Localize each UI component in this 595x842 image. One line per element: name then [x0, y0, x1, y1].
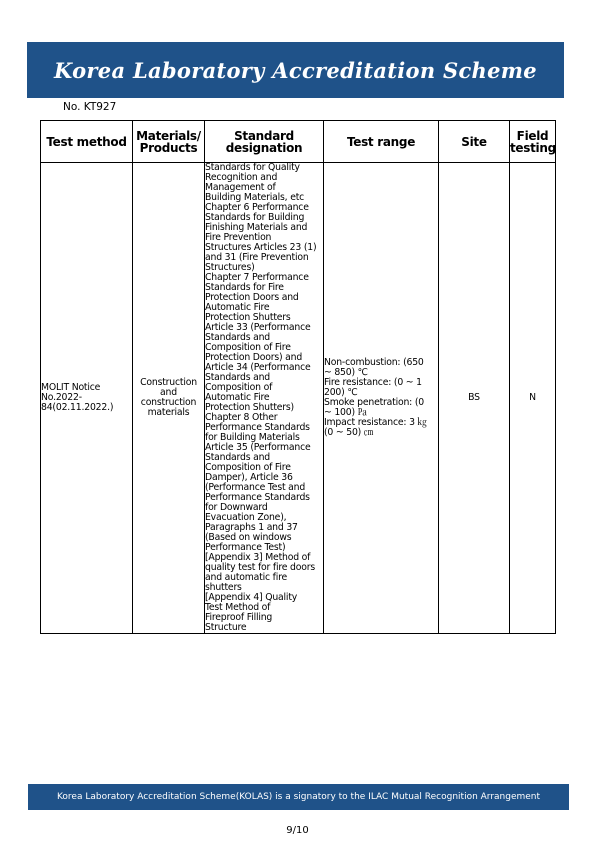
standard-line: and automatic fire	[205, 572, 288, 583]
standard-line: Structures)	[205, 262, 255, 273]
col-header-test-range: Test range	[324, 121, 439, 163]
standard-line: Standards for Quality	[205, 162, 300, 173]
col-header-standard: Standard designation	[205, 121, 324, 163]
standard-line: Protection Shutters	[205, 312, 291, 323]
standard-line: Article 35 (Performance	[205, 442, 311, 453]
standard-line: shutters	[205, 582, 242, 593]
standard-line: Automatic Fire	[205, 302, 270, 313]
standard-line: Protection Shutters)	[205, 402, 294, 413]
standard-line: Test Method of	[205, 602, 271, 613]
col-header-site: Site	[439, 121, 510, 163]
standard-line: Composition of Fire	[205, 342, 291, 353]
standard-line: Composition of Fire	[205, 462, 291, 473]
standard-line: Fire Prevention	[205, 232, 272, 243]
standard-line: Performance Standards	[205, 422, 310, 433]
table-row	[41, 163, 556, 634]
standard-line: Performance Standards	[205, 492, 310, 503]
standard-line: Standards and	[205, 372, 270, 383]
standard-line: Article 34 (Performance	[205, 362, 311, 373]
standard-line: for Building Materials	[205, 432, 300, 443]
cell-test-range: Non-combustion: (650 ~ 850) ℃ Fire resistance: (0 ~ 1 200) ℃ Smoke penetration: (0 ~ 100) ㎩ Impact resistance: 3 ㎏ (0 ~ 50) ㎝	[324, 163, 439, 634]
standard-line: Protection Doors) and	[205, 352, 303, 363]
standard-line: Standards and	[205, 452, 270, 463]
col-header-test-method: Test method	[41, 121, 133, 163]
footer-banner	[28, 784, 569, 810]
cell-test-method: MOLIT Notice No.2022- 84(02.11.2022.)	[41, 163, 133, 634]
cell-field-testing: N	[510, 163, 556, 634]
standard-line: Fireproof Filling	[205, 612, 273, 623]
standard-line: Article 33 (Performance	[205, 322, 311, 333]
page-number: 9/10	[286, 825, 309, 836]
standard-line: Standards for Fire	[205, 282, 284, 293]
standard-line: Structure	[205, 622, 247, 633]
standard-line: Chapter 8 Other	[205, 412, 278, 423]
standard-line: Building Materials, etc	[205, 192, 305, 203]
accreditation-table	[40, 120, 556, 634]
standard-line: and 31 (Fire Prevention	[205, 252, 309, 263]
standard-line: Standards and	[205, 332, 270, 343]
standard-line: Composition of	[205, 382, 273, 393]
standard-line: Automatic Fire	[205, 392, 270, 403]
standard-line: Performance Test)	[205, 542, 286, 553]
table-header-row	[41, 121, 556, 163]
standard-line: for Downward	[205, 502, 268, 513]
cell-standard-designation	[205, 163, 324, 634]
header-banner	[27, 42, 564, 98]
standard-line: Recognition and	[205, 172, 278, 183]
standard-line: Chapter 6 Performance	[205, 202, 309, 213]
cell-site: BS	[439, 163, 510, 634]
footer-notice: Korea Laboratory Accreditation Scheme(KOLAS) is a signatory to the ILAC Mutual Recognition Arrangement	[56, 792, 541, 802]
standard-line: Paragraphs 1 and 37	[205, 522, 298, 533]
standard-line: Protection Doors and	[205, 292, 299, 303]
standard-line: Standards for Building	[205, 212, 305, 223]
standard-line: Evacuation Zone),	[205, 512, 287, 523]
standard-line: (Based on windows	[205, 532, 292, 543]
standard-line: [Appendix 4] Quality	[205, 592, 298, 603]
standard-line: Chapter 7 Performance	[205, 272, 309, 283]
col-header-field-testing: Field testing	[510, 121, 556, 163]
col-header-materials: Materials/ Products	[133, 121, 205, 163]
standard-line: Structures Articles 23 (1)	[205, 242, 317, 253]
cell-materials: Construction and construction materials	[133, 163, 205, 634]
standard-line: quality test for fire doors	[205, 562, 315, 573]
page-title: Korea Laboratory Accreditation Scheme	[54, 57, 537, 83]
standard-line: Damper), Article 36	[205, 472, 293, 483]
document-number: No. KT927	[63, 101, 117, 113]
standard-line: (Performance Test and	[205, 482, 306, 493]
standard-line: [Appendix 3] Method of	[205, 552, 311, 563]
standard-line: Finishing Materials and	[205, 222, 308, 233]
standard-line: Management of	[205, 182, 276, 193]
